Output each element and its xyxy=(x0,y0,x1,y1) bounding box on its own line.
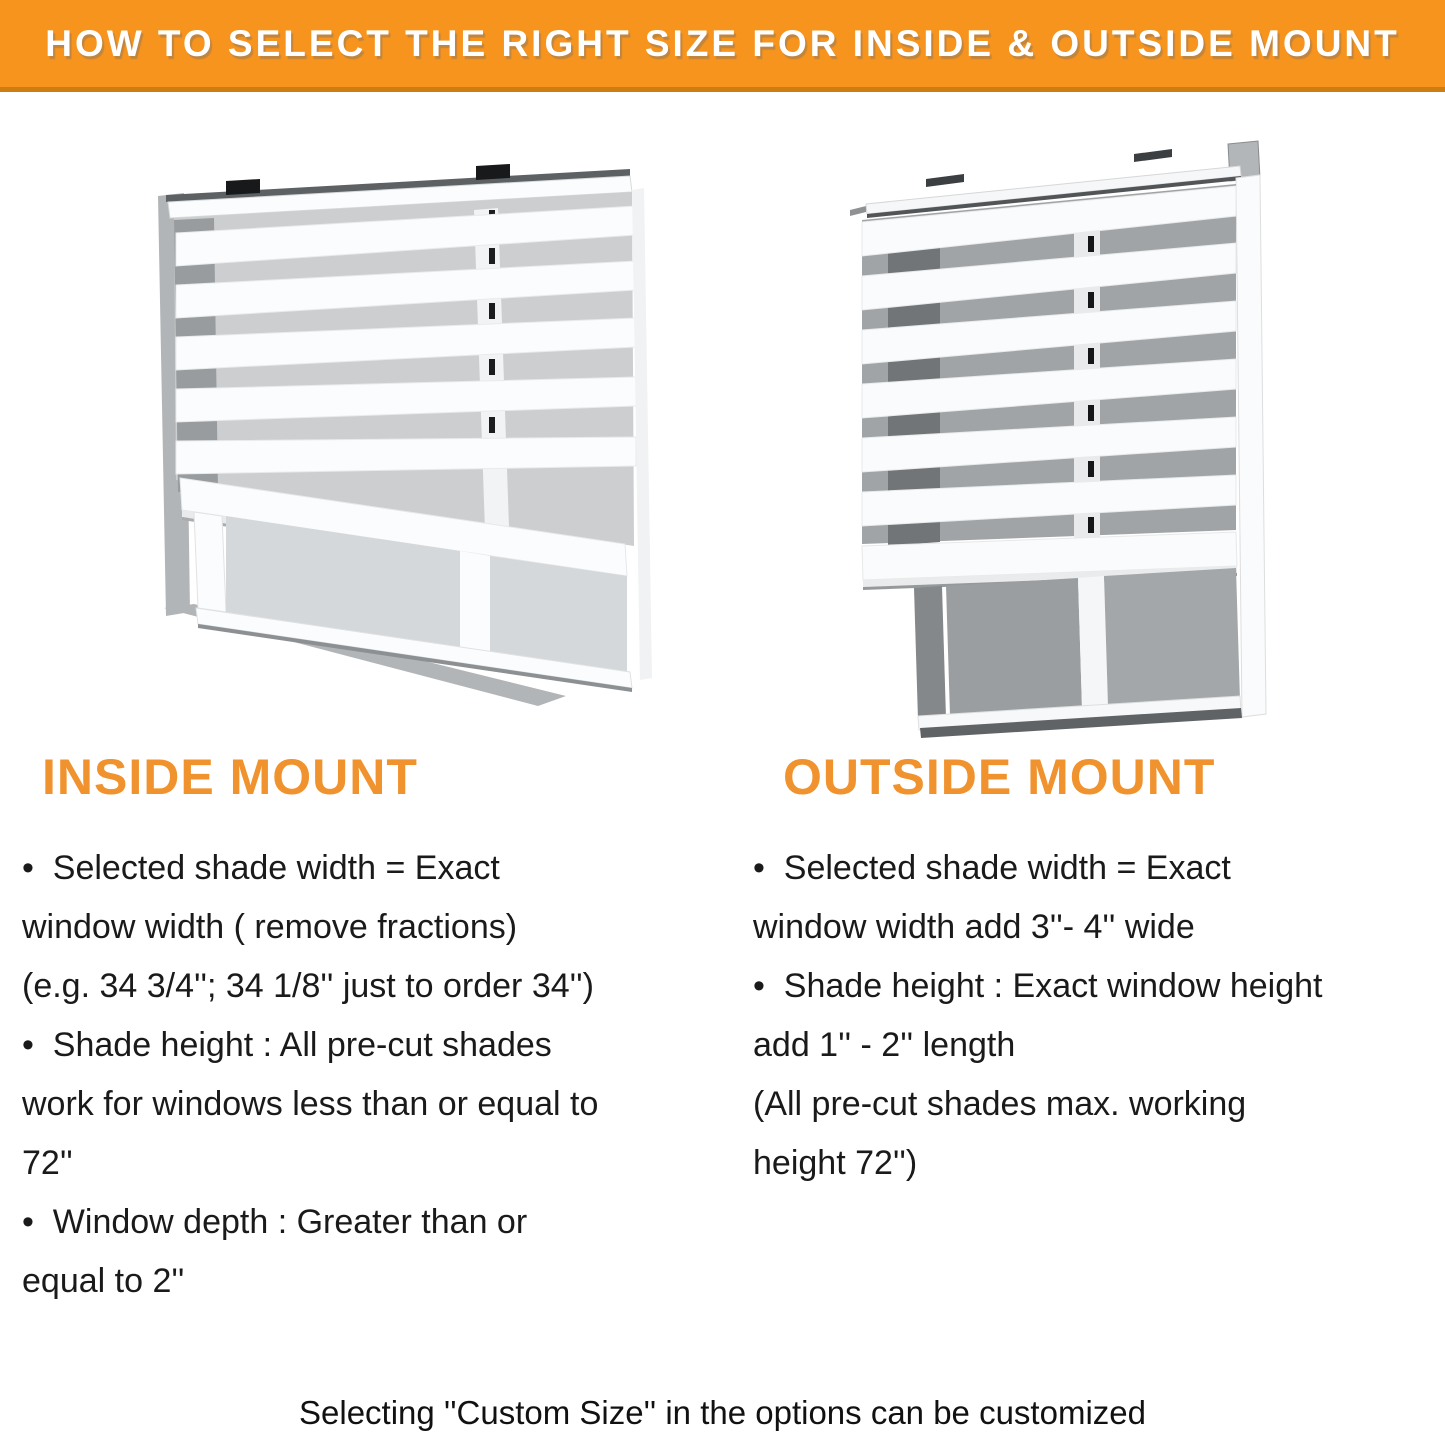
text-line: (All pre-cut shades max. working xyxy=(753,1085,1247,1123)
text-line: equal to 2'' xyxy=(22,1262,185,1300)
inside-mount-window-drawing xyxy=(130,140,680,740)
outside-mount-bullet-list xyxy=(753,839,1322,1193)
text-line: work for windows less than or equal to xyxy=(22,1085,599,1123)
footer-note: Selecting ''Custom Size'' in the options can be customized xyxy=(299,1394,1146,1431)
outside-mount-heading: OUTSIDE MOUNT xyxy=(783,749,1216,805)
text-line: window width add 3''- 4'' wide xyxy=(753,908,1195,946)
text-line: • Selected shade width = Exact xyxy=(753,849,1231,887)
text-line: (e.g. 34 3/4''; 34 1/8'' just to order 34'') xyxy=(22,967,594,1005)
inside-mount-heading: INSIDE MOUNT xyxy=(42,749,418,805)
text-line: 72'' xyxy=(22,1144,73,1182)
inside-mount-bullet-list xyxy=(22,839,598,1311)
outside-mount-window-drawing xyxy=(848,122,1408,742)
text-line: • Shade height : All pre-cut shades xyxy=(22,1026,552,1064)
text-line: window width ( remove fractions) xyxy=(22,908,518,946)
window-lower-sash xyxy=(914,568,1242,738)
text-line: • Shade height : Exact window height xyxy=(753,967,1323,1005)
text-line: add 1'' - 2'' length xyxy=(753,1026,1016,1064)
outside-mount-illustration xyxy=(848,122,1408,747)
header-banner xyxy=(0,0,1445,92)
inside-mount-illustration xyxy=(130,140,680,745)
text-line: height 72'') xyxy=(753,1144,918,1182)
banner-title: HOW TO SELECT THE RIGHT SIZE FOR INSIDE & OUTSIDE MOUNT xyxy=(45,22,1400,64)
window-right-frame xyxy=(1236,175,1266,717)
text-line: • Selected shade width = Exact xyxy=(22,849,500,887)
text-line: • Window depth : Greater than or xyxy=(22,1203,528,1241)
shade-right-edge xyxy=(632,188,652,680)
